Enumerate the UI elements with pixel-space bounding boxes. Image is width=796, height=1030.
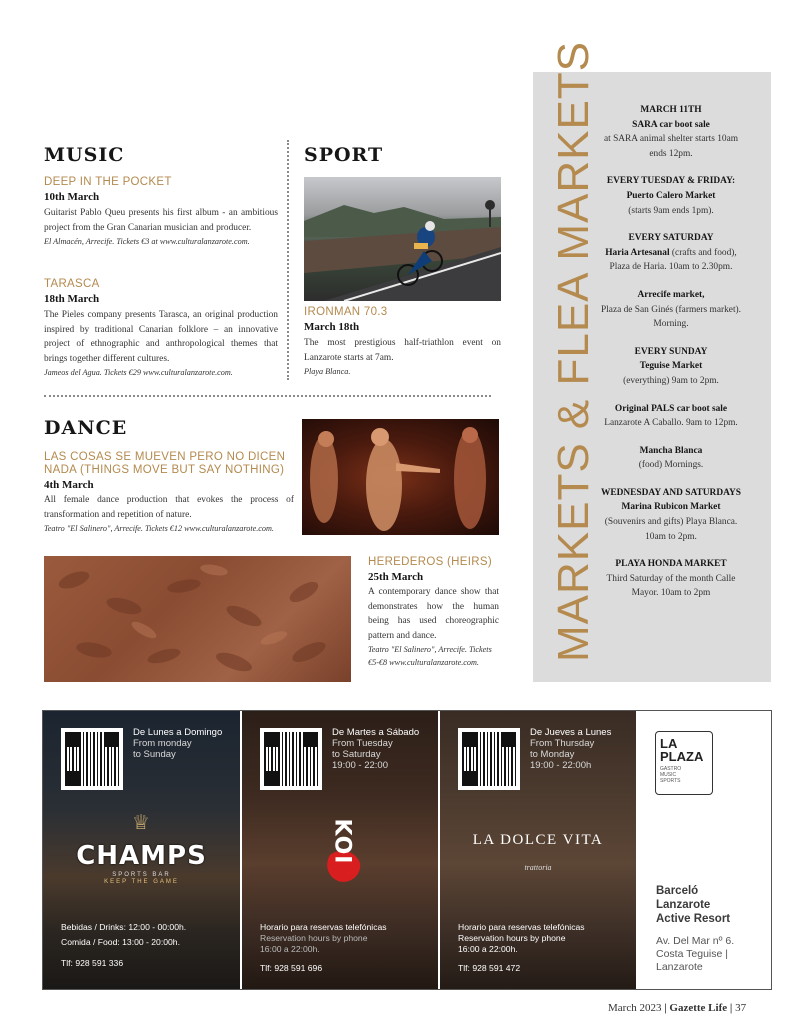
address-line: Costa Teguise | — [656, 948, 728, 960]
reservation-label-es: Horario para reservas telefónicas — [458, 922, 585, 932]
issue-month: March 2023 — [608, 1002, 662, 1014]
market-heading: EVERY SATURDAY — [628, 233, 714, 244]
market-entry — [595, 402, 747, 431]
music-heading: MUSIC — [44, 144, 125, 166]
market-detail: Third Saturday of the month Calle Mayor. 10am to 2pm — [606, 573, 736, 599]
sport-event — [304, 306, 501, 378]
market-entry — [595, 103, 747, 161]
market-name: Puerto Calero Market — [626, 190, 716, 201]
koi-ad[interactable] — [242, 711, 438, 989]
dolce-vita-logo — [440, 832, 636, 872]
food-hours: Comida / Food: 13:00 - 20:00h. — [61, 937, 180, 947]
market-detail: (crafts and food), Plaza de Haria. 10am to 2.30pm. — [609, 247, 737, 273]
market-name: Arrecife market, — [637, 289, 705, 300]
address-line: Av. Del Mar nº 6. — [656, 935, 735, 947]
days-es: De Jueves a Lunes — [530, 727, 612, 738]
dolce-vita-ad[interactable] — [440, 711, 636, 989]
hotel-name — [656, 884, 730, 926]
reservation-hours: 16:00 a 22:00h. — [260, 944, 320, 954]
section-divider — [44, 395, 491, 397]
market-name: Teguise Market — [639, 361, 703, 372]
brand-name: LA DOLCE VITA — [472, 832, 604, 848]
brand-sub: SPORTS BAR — [112, 872, 171, 878]
event-description: The most prestigious half-triathlon event on Lanzarote starts at 7am. — [304, 338, 501, 363]
market-heading: MARCH 11TH — [640, 105, 702, 115]
event-info: Teatro "El Salinero", Arrecife. Tickets €5-€8 www.culturalanzarote.com. — [368, 645, 492, 668]
event-title: DEEP IN THE POCKET — [44, 176, 172, 188]
market-heading: EVERY TUESDAY & FRIDAY: — [606, 176, 736, 187]
event-title: HEREDEROS (HEIRS) — [368, 556, 492, 568]
ironman-photo — [304, 177, 501, 301]
reservation-label-es: Horario para reservas telefónicas — [260, 922, 387, 932]
markets-panel — [533, 40, 771, 682]
brand-tag: KEEP THE GAME — [104, 879, 179, 885]
markets-heading: MARKETS & FLEA MARKETS — [549, 40, 598, 662]
event-date: March 18th — [304, 321, 360, 333]
opening-days — [133, 727, 222, 760]
reservation-label-en: Reservation hours by phone — [260, 933, 368, 943]
market-entry — [595, 486, 747, 544]
brand-sub: trattoria — [524, 863, 552, 872]
event-description: A contemporary dance show that demonstrates how the human being has used choreographic pattern and dance. — [368, 587, 499, 641]
ad-hours — [61, 922, 186, 969]
brand-name: CHAMPS — [76, 841, 207, 871]
separator: | — [729, 1002, 733, 1014]
event-title: TARASCA — [44, 278, 100, 290]
event-date: 18th March — [44, 293, 100, 305]
dance-event-1 — [44, 451, 294, 535]
market-entry — [595, 444, 747, 473]
market-entry — [595, 345, 747, 389]
market-entry — [595, 174, 747, 218]
event-title: IRONMAN 70.3 — [304, 306, 388, 318]
market-detail: (Souvenirs and gifts) Playa Blanca. 10am to 2pm. — [604, 517, 738, 542]
market-entry — [595, 231, 747, 275]
hotel-line: Active Resort — [656, 913, 731, 925]
market-name: SARA car boot sale — [632, 119, 710, 130]
market-detail: (starts 9am ends 1pm). — [628, 205, 714, 216]
markets-list — [595, 103, 747, 601]
days-es: De Martes a Sábado — [332, 727, 420, 738]
logo-sub: GASTRO MUSIC SPORTS — [660, 766, 682, 784]
event-date: 10th March — [44, 191, 100, 203]
opening-hours: 19:00 - 22:00h — [530, 760, 592, 771]
market-detail: (everything) 9am to 2pm. — [623, 375, 719, 386]
logo-line1: LA — [660, 736, 678, 751]
market-name: Mancha Blanca — [639, 445, 703, 456]
page-number: 37 — [735, 1002, 747, 1014]
separator: | — [664, 1002, 667, 1014]
event-info: Teatro "El Salinero", Arrecife. Tickets €12 www.culturalanzarote.com. — [44, 524, 274, 534]
address-line: Lanzarote — [656, 961, 703, 973]
trophy-icon: ♕ — [132, 812, 150, 834]
phone-number[interactable]: Tlf: 928 591 336 — [61, 958, 124, 968]
music-event-2 — [44, 278, 278, 379]
market-detail: Plaza de San Ginés (farmers market). Morning. — [600, 304, 742, 330]
days-en: From Thursday — [530, 738, 595, 749]
brand-name: KOI — [329, 818, 355, 865]
days-en: to Saturday — [332, 749, 381, 760]
drinks-hours: Bebidas / Drinks: 12:00 - 00:00h. — [61, 922, 187, 932]
market-detail: (food) Mornings. — [638, 460, 704, 471]
event-date: 25th March — [368, 571, 424, 583]
market-entry — [595, 557, 747, 601]
hotel-line: Barceló — [656, 885, 699, 897]
phone-number[interactable]: Tlf: 928 591 696 — [260, 963, 323, 973]
hotel-line: Lanzarote — [656, 899, 711, 911]
days-es: De Lunes a Domingo — [133, 727, 223, 738]
days-en: to Monday — [530, 749, 575, 760]
market-name: Marina Rubicon Market — [621, 502, 721, 513]
opening-hours: 19:00 - 22:00 — [332, 760, 388, 771]
event-description: Guitarist Pablo Queu presents his first album - an ambitious project from the Gran Canarian musician and producer. — [44, 208, 278, 233]
magazine-name: Gazette Life — [669, 1002, 728, 1014]
la-plaza-panel[interactable] — [638, 711, 771, 989]
event-date: 4th March — [44, 479, 94, 491]
market-name: Original PALS car boot sale — [614, 403, 728, 414]
event-info: El Almacén, Arrecife. Tickets €3 at www.culturalanzarote.com. — [44, 237, 250, 247]
reservation-hours: 16:00 a 22:00h. — [458, 944, 518, 954]
dance-event-2 — [368, 556, 499, 669]
event-info: Playa Blanca. — [304, 367, 351, 377]
logo-line2: PLAZA — [660, 749, 704, 764]
footprints-photo — [44, 556, 351, 682]
dance-heading: DANCE — [44, 417, 128, 439]
page-footer — [608, 1002, 746, 1014]
opening-days — [332, 727, 419, 771]
ad-reservation — [260, 922, 387, 974]
column-divider — [287, 140, 289, 380]
market-name: Haria Artesanal — [605, 247, 670, 258]
ad-reservation — [458, 922, 585, 974]
market-detail: Lanzarote A Caballo. 9am to 12pm. — [604, 418, 738, 429]
champs-logo — [43, 841, 240, 885]
event-title: LAS COSAS SE MUEVEN PERO NO DICEN NADA (THINGS MOVE BUT SAY NOTHING) — [44, 451, 286, 476]
sport-heading: SPORT — [304, 144, 384, 166]
phone-number[interactable]: Tlf: 928 591 472 — [458, 963, 521, 973]
days-en: to Sunday — [133, 749, 176, 760]
hotel-address — [656, 935, 734, 974]
koi-logo — [320, 811, 364, 887]
la-plaza-logo — [655, 731, 713, 795]
event-description: The Pieles company presents Tarasca, an original production inspired by traditional Canarian folklore – an innovative project of ethnographic and anthropological themes that brings together different cultures. — [44, 310, 278, 364]
market-heading: WEDNESDAY AND SATURDAYS — [601, 487, 741, 498]
event-description: All female dance production that evokes the process of transformation and repetition of nature. — [44, 495, 294, 520]
market-entry — [595, 288, 747, 332]
market-name: PLAYA HONDA MARKET — [615, 559, 727, 570]
market-detail: at SARA animal shelter starts 10am ends 12pm. — [603, 134, 739, 159]
champs-ad[interactable] — [43, 711, 240, 989]
days-en: From Tuesday — [332, 738, 393, 749]
opening-days — [530, 727, 611, 771]
days-en: From monday — [133, 738, 192, 749]
music-event-1 — [44, 176, 278, 248]
qr-code[interactable] — [61, 728, 123, 790]
qr-code[interactable] — [458, 728, 520, 790]
reservation-label-en: Reservation hours by phone — [458, 933, 566, 943]
event-info: Jameos del Agua. Tickets €29 www.culturalanzarote.com. — [44, 368, 233, 378]
dancers-photo — [302, 419, 499, 535]
qr-code[interactable] — [260, 728, 322, 790]
market-heading: EVERY SUNDAY — [634, 346, 708, 357]
